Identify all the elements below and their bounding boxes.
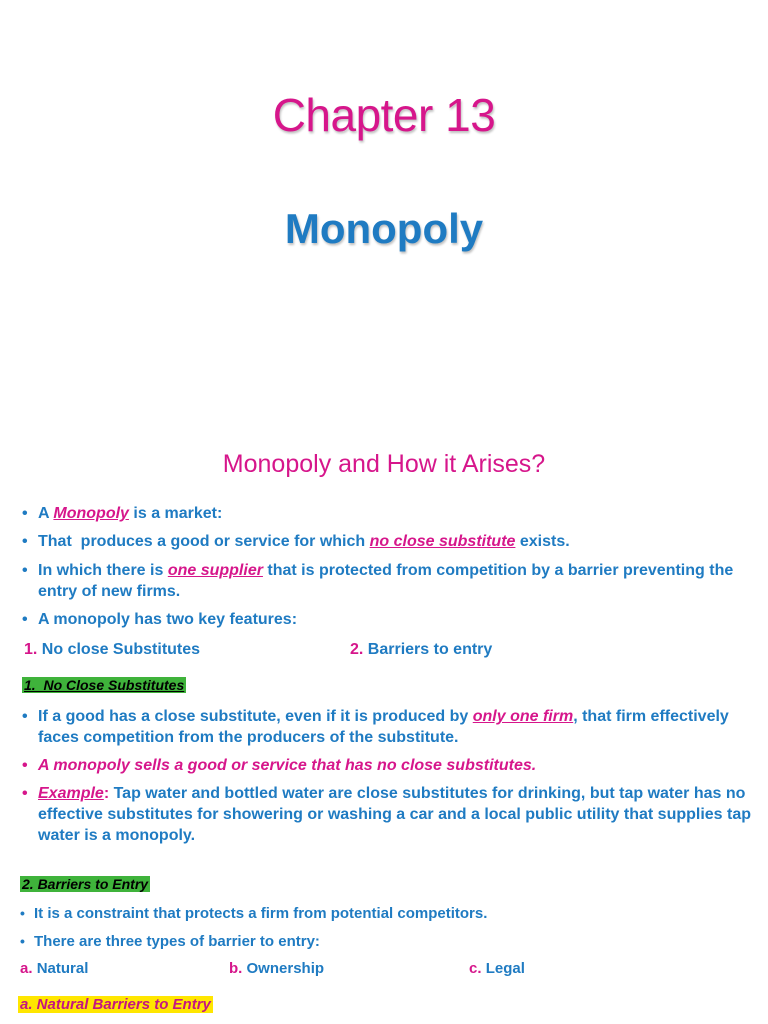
bullet-icon: • xyxy=(20,905,25,921)
subsection-heading: a. Natural Barriers to Entry xyxy=(20,996,211,1013)
bullet-icon: • xyxy=(22,562,28,579)
bullet-icon: • xyxy=(22,785,28,802)
chapter-title: Chapter 13 xyxy=(272,89,496,141)
subsection-heading: 1. No Close Substitutes xyxy=(24,677,185,693)
bullet-icon: • xyxy=(22,533,28,550)
feature-item: 2. Barriers to entry xyxy=(350,641,493,658)
type-item: a. Natural xyxy=(20,960,89,977)
topic-title: Monopoly xyxy=(284,205,484,252)
list-item: • A monopoly sells a good or service that has no close substitutes. xyxy=(22,757,537,774)
bullet-icon: • xyxy=(22,611,28,628)
bullet-icon: • xyxy=(20,933,25,949)
bullet-icon: • xyxy=(22,757,28,774)
type-item: b. Ownership xyxy=(229,960,325,977)
list-item: • If a good has a close substitute, even if it is produced by only one firm, that firm effectively faces competition from the producers of the substitute. xyxy=(22,708,729,746)
list-item: • In which there is one supplier that is protected from competition by a barrier preventing the entry of new firms. xyxy=(22,562,734,600)
subsection-heading: 2. Barriers to Entry xyxy=(22,876,149,892)
list-item: • That produces a good or service for which no close substitute exists. xyxy=(22,533,570,550)
bullet-icon: • xyxy=(22,708,28,725)
list-item: • A Monopoly is a market: xyxy=(22,505,223,522)
list-item: • Example: Tap water and bottled water are close substitutes for drinking, but tap water has no effective substitutes for showering or washing a car and a local public utility that supplies tap water is a monopoly. xyxy=(22,785,752,844)
type-item: c. Legal xyxy=(469,960,525,977)
section-heading: Monopoly and How it Arises? xyxy=(222,450,546,478)
list-item: • There are three types of barrier to entry: xyxy=(20,933,320,950)
list-item: • It is a constraint that protects a firm from potential competitors. xyxy=(20,905,488,922)
list-item: • A monopoly has two key features: xyxy=(22,611,298,628)
bullet-icon: • xyxy=(22,505,28,522)
feature-item: 1. No close Substitutes xyxy=(24,641,201,658)
